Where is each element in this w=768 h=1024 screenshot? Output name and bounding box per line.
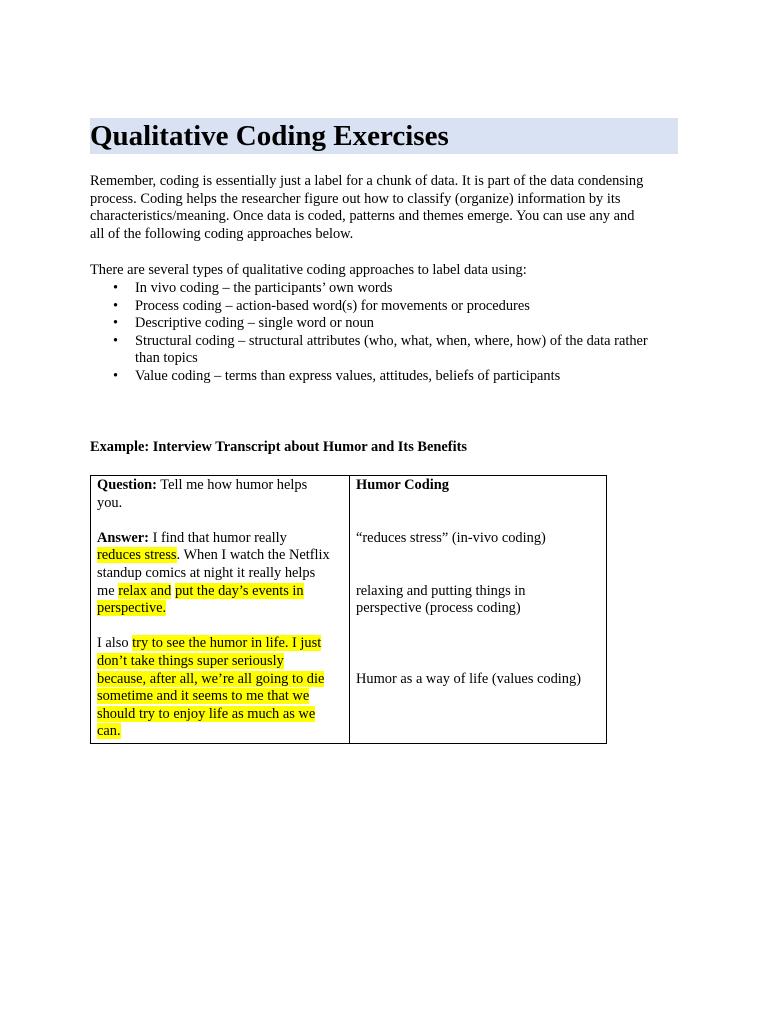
question-label: Question:: [97, 477, 157, 493]
bullet-icon: •: [113, 332, 119, 349]
list-item: • Process coding – action-based word(s) for movements or procedures: [113, 297, 530, 314]
answer-line: [97, 706, 343, 724]
intro-line: process. Coding helps the researcher figure out how to classify (organize) information by its: [90, 190, 621, 207]
code-label: relaxing and putting things in: [356, 582, 526, 599]
code-label: perspective (process coding): [356, 600, 521, 617]
answer-label: Answer:: [97, 529, 149, 546]
answer-line: standup comics at night it really helps: [97, 564, 316, 581]
answer-line: reduces stress. When I watch the Netflix: [97, 547, 330, 564]
transcript-table: [90, 475, 607, 744]
highlighted-text: perspective.: [97, 600, 167, 617]
highlighted-text: relax and: [118, 582, 172, 599]
answer-line: Answer: I find that humor really: [97, 529, 287, 546]
highlighted-text: put the day’s events in: [174, 582, 304, 599]
list-item: • Value coding – terms than express values, attitudes, beliefs of participants: [113, 367, 561, 384]
highlighted-text: don’t take things super seriously: [97, 652, 284, 669]
bullet-icon: •: [113, 367, 119, 384]
example-heading: Example: Interview Transcript about Humor and Its Benefits: [90, 439, 467, 455]
answer-line: [97, 688, 343, 706]
highlighted-text: reduces stress: [97, 547, 177, 564]
list-item: • Descriptive coding – single word or noun: [113, 315, 374, 332]
bullet-icon: •: [113, 315, 119, 332]
question-line: Question: Tell me how humor helps: [97, 477, 308, 493]
code-label: “reduces stress” (in-vivo coding): [356, 529, 546, 546]
code-label: Humor as a way of life (values coding): [356, 670, 581, 687]
highlighted-text: sometime and it seems to me that we: [97, 688, 310, 705]
answer-line: [97, 653, 343, 671]
answer-line: me relax and put the day’s events in: [97, 582, 304, 599]
page-title: Qualitative Coding Exercises: [90, 120, 449, 152]
answer-line: [97, 600, 343, 618]
intro-line: characteristics/meaning. Once data is coded, patterns and themes emerge. You can use any and: [90, 208, 635, 225]
highlighted-text: can.: [97, 723, 121, 740]
answer-line: [97, 723, 343, 741]
coding-types-list: [90, 280, 678, 386]
answer-line: [97, 671, 343, 689]
list-item: • In vivo coding – the participants’ own words: [113, 280, 393, 296]
coding-header: Humor Coding: [356, 477, 449, 493]
bullet-icon: •: [113, 280, 119, 296]
list-item: • Structural coding – structural attributes (who, what, when, where, how) of the data rather than topics: [113, 332, 648, 367]
coding-cell: [356, 477, 602, 688]
transcript-cell: [97, 477, 343, 741]
intro-line: all of the following coding approaches below.: [90, 225, 354, 242]
highlighted-text: should try to enjoy life as much as we: [97, 705, 316, 722]
question-line: you.: [97, 494, 123, 511]
highlighted-text: because, after all, we’re all going to die: [97, 670, 325, 687]
bullet-icon: •: [113, 297, 119, 314]
answer-line: I also try to see the humor in life. I just: [97, 635, 322, 652]
intro-paragraph: [90, 173, 678, 243]
intro-line: Remember, coding is essentially just a label for a chunk of data. It is part of the data condensing: [90, 173, 644, 189]
highlighted-text: try to see the humor in life. I just: [132, 635, 322, 652]
column-divider: [349, 476, 350, 743]
coding-types-intro: There are several types of qualitative coding approaches to label data using:: [90, 262, 527, 278]
